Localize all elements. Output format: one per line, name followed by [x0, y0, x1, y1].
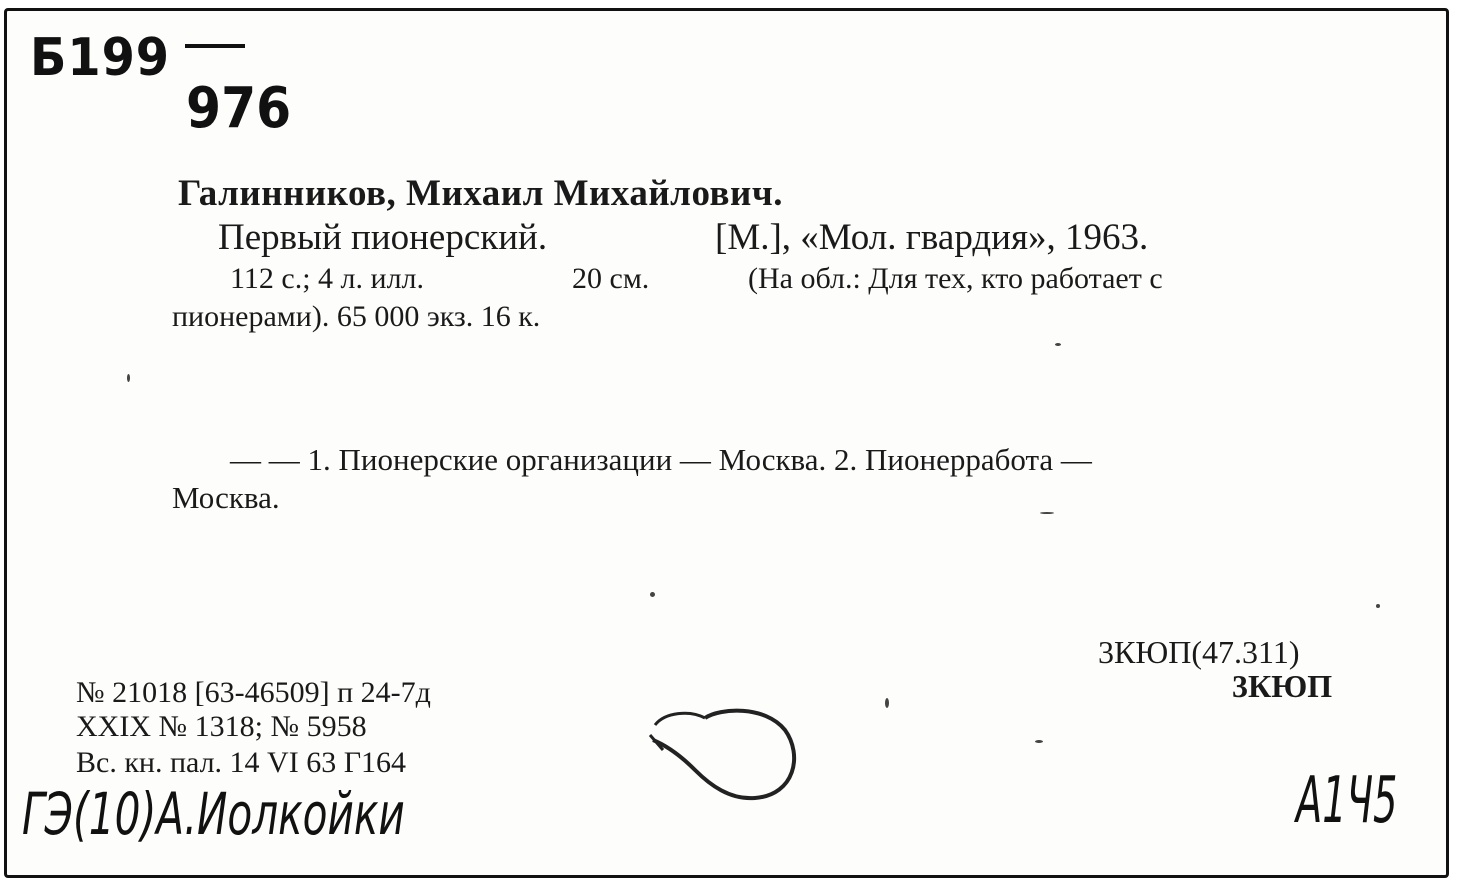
speck	[885, 698, 889, 708]
speck	[1035, 740, 1043, 743]
book-title: Первый пионерский.	[218, 217, 548, 258]
handwritten-number: А1Ч5	[1296, 764, 1398, 838]
collation-pages: 112 с.; 4 л. илл.	[230, 262, 425, 295]
shelfmark-divider	[185, 44, 245, 48]
speck	[1376, 604, 1380, 608]
speck	[127, 374, 130, 382]
card-number: № 21018 [63-46509] п 24-7д	[76, 676, 431, 709]
imprint: [М.], «Мол. гвардия», 1963.	[715, 217, 1149, 258]
note-line-2: пионерами). 65 000 экз. 16 к.	[172, 300, 541, 333]
handwritten-code: ГЭ(10)А.Иолкойки	[22, 780, 405, 848]
subjects-line-1: — — 1. Пионерские организации — Москва. 2. Пионерработа —	[230, 442, 1092, 477]
shelfmark-top: Б199	[30, 28, 171, 88]
circle-stamp-mark	[645, 700, 805, 810]
collation-size: 20 см.	[572, 262, 650, 295]
book-chamber-line: Вс. кн. пал. 14 VI 63 Г164	[76, 746, 407, 779]
note-line-1: (На обл.: Для тех, кто работает с	[748, 262, 1163, 295]
classification-short: 3КЮП	[1232, 668, 1333, 704]
subjects-line-2: Москва.	[172, 480, 280, 515]
speck	[1055, 343, 1061, 346]
classification-code: 3КЮП(47.311)	[1098, 634, 1300, 670]
author-heading: Галинников, Михаил Михайлович.	[178, 173, 783, 214]
shelfmark-bottom: 976	[186, 76, 292, 141]
registry-numbers: XXIX № 1318; № 5958	[76, 710, 367, 743]
speck	[1040, 512, 1054, 514]
speck	[650, 592, 655, 597]
